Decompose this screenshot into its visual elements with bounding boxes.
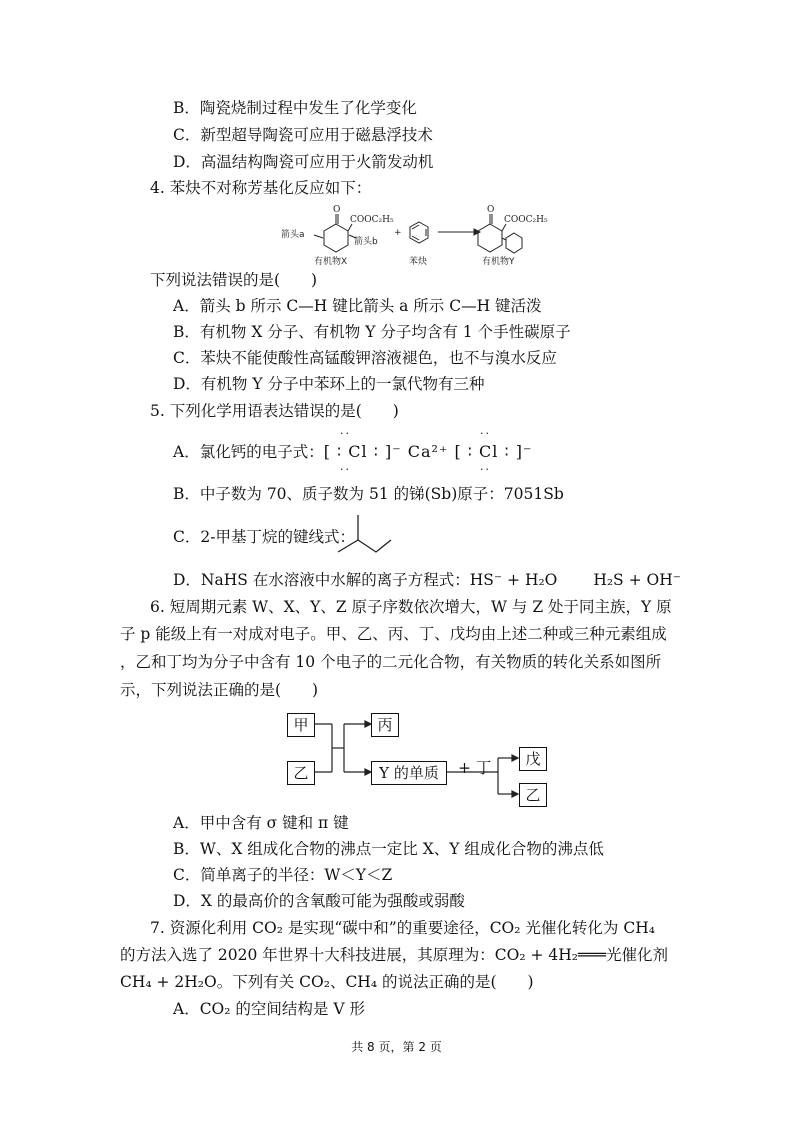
q4-ester-y: COOC₂H₅: [504, 215, 548, 225]
q4-arrow-b-label: 箭头b: [354, 237, 378, 247]
q6-option-b: B．W、X 组成化合物的沸点一定比 X、Y 组成化合物的沸点低: [173, 840, 604, 858]
q6-line-1: 6. 短周期元素 W、X、Y、Z 原子序数依次增大，W 与 Z 处于同主族，Y 原: [150, 598, 672, 616]
electron-dots-top-2: ··: [480, 427, 491, 440]
q4-name-x: 有机物X: [314, 257, 348, 267]
electron-dots-bottom-1: ··: [340, 463, 351, 476]
q7-line-1: 7. 资源化利用 CO₂ 是实现“碳中和”的重要途径，CO₂ 光催化转化为 CH₄: [150, 919, 655, 937]
q4-name-benzyne: 苯炔: [409, 257, 428, 267]
q6-option-a: A．甲中含有 σ 键和 π 键: [173, 814, 349, 832]
page-footer: 共 8 页，第 2 页: [351, 1040, 442, 1054]
q6-line-4: 示，下列说法正确的是( ): [120, 681, 319, 699]
q7-line-3: CH₄ + 2H₂O。下列有关 CO₂、CH₄ 的说法正确的是( ): [120, 973, 534, 991]
q6-line-3: ，乙和丁均为分子中含有 10 个电子的二元化合物，有关物质的转化关系如图所: [120, 653, 662, 671]
box-jia: 甲: [287, 713, 315, 737]
q5-option-b: B．中子数为 70、质子数为 51 的锑(Sb)原子：7051Sb: [173, 485, 564, 503]
electron-dots-bottom-2: ··: [480, 463, 491, 476]
q4-name-y: 有机物Y: [482, 257, 515, 267]
q3-option-c: C．新型超导陶瓷可应用于磁悬浮技术: [173, 126, 433, 144]
q4-option-b: B．有机物 X 分子、有机物 Y 分子均含有 1 个手性碳原子: [173, 323, 571, 341]
q6-line-2: 子 p 能级上有一对成对电子。甲、乙、丙、丁、戊均由上述二种或三种元素组成: [120, 625, 667, 643]
q6-conversion-diagram: [286, 708, 546, 810]
q5-option-d: D．NaHS 在水溶液中水解的离子方程式：HS⁻ + H₂O H₂S + OH⁻: [173, 571, 681, 589]
electron-dots-top-1: ··: [340, 427, 351, 440]
q6-option-c: C．简单离子的半径：W＜Y＜Z: [173, 866, 393, 884]
label-plus-ding: + 丁: [458, 759, 492, 777]
q4-reaction-scheme: [278, 202, 560, 268]
q5-electron-formula: [ ∶ Cl ∶ ]⁻ Ca²⁺ [ ∶ Cl ∶ ]⁻: [323, 442, 533, 461]
benzyne-structure: [410, 222, 428, 243]
q4-ester-x: COOC₂H₅: [350, 215, 394, 225]
q5-option-a: [173, 442, 532, 462]
skeletal-formula-2-methylbutane: [336, 512, 392, 558]
q5-stem: 5. 下列化学用语表达错误的是( ): [150, 402, 399, 420]
q6-option-d: D．X 的最高价的含氧酸可能为强酸或弱酸: [173, 892, 465, 910]
box-y-element: Y 的单质: [371, 761, 447, 785]
q4-stem: 4. 苯炔不对称芳基化反应如下：: [150, 179, 372, 197]
q3-option-b: B．陶瓷烧制过程中发生了化学变化: [173, 99, 417, 117]
q4-question: 下列说法错误的是( ): [150, 271, 318, 289]
box-yi: 乙: [287, 761, 315, 785]
q4-oxygen-y: O: [487, 205, 495, 215]
box-wu: 戊: [519, 747, 547, 771]
q7-option-a: A．CO₂ 的空间结构是 V 形: [173, 1000, 365, 1018]
reaction-arrow: [438, 229, 480, 235]
q4-option-d: D．有机物 Y 分子中苯环上的一氯代物有三种: [173, 375, 485, 393]
q4-option-c: C．苯炔不能使酸性高锰酸钾溶液褪色，也不与溴水反应: [173, 349, 557, 367]
q5-option-a-prefix: A．氯化钙的电子式：: [173, 443, 324, 461]
q7-line-2: 的方法入选了 2020 年世界十大科技进展，其原理为：CO₂ + 4H₂═══光催化剂: [120, 946, 669, 964]
q4-option-a: A．箭头 b 所示 C—H 键比箭头 a 所示 C—H 键活泼: [173, 297, 542, 315]
q3-option-d: D．高温结构陶瓷可应用于火箭发动机: [173, 153, 434, 171]
box-bing: 丙: [371, 713, 399, 737]
box-yi-output: 乙: [519, 783, 547, 807]
q5-option-c: C．2-甲基丁烷的键线式：: [173, 528, 355, 546]
q4-oxygen-x: O: [333, 205, 341, 215]
q4-plus: +: [394, 228, 402, 238]
q4-arrow-a-label: 箭头a: [281, 230, 305, 240]
